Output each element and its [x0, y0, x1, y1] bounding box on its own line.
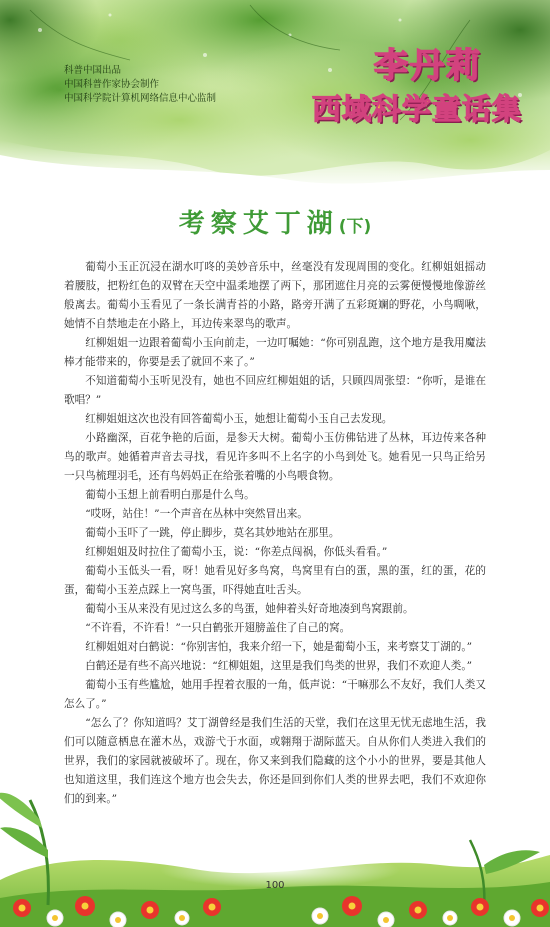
paragraph: 葡萄小玉正沉浸在湖水叮咚的美妙音乐中，丝毫没有发现周围的变化。红柳姐姐摇动着腰肢，把粉红色的双臂在天空中温柔地摆了两下，那团遮住月亮的云雾便慢慢地像游丝般离去。葡萄小玉看见了一条长满青苔的小路，路旁开满了五彩斑斓的野花，小鸟啁啾，她情不自禁地走在小路上，耳边传来翠鸟的歌声。: [64, 261, 486, 330]
paragraph: 葡萄小玉想上前看明白那是什么鸟。: [85, 489, 255, 501]
paragraph: 葡萄小玉有些尴尬，她用手捏着衣服的一角，低声说：“干嘛那么不友好，我们人类又怎么了。”: [64, 679, 486, 710]
publisher-line: 科普中国出品: [64, 65, 122, 76]
publisher-line: 中国科学院计算机网络信息中心监制: [64, 93, 217, 104]
paragraph: 红柳姐姐及时拉住了葡萄小玉，说：“你差点闯祸，你低头看看。”: [85, 546, 388, 558]
paragraph: 葡萄小玉从来没有见过这么多的鸟蛋，她伸着头好奇地凑到鸟窝跟前。: [85, 603, 414, 615]
paragraph: 不知道葡萄小玉听见没有，她也不回应红柳姐姐的话，只顾四周张望：“你听，是谁在歌唱？”: [64, 375, 486, 406]
page-number: 100: [265, 880, 285, 891]
series-name: 西域科学童话集: [311, 92, 522, 126]
paragraph: 红柳姐姐一边跟着葡萄小玉向前走，一边叮嘱她：“你可别乱跑，这个地方是我用魔法棒才能带来的，你要是丢了就回不来了。”: [64, 337, 486, 368]
paragraph: “哎呀，站住！”一个声音在丛林中突然冒出来。: [85, 508, 308, 520]
article-body: [64, 258, 486, 809]
paragraph: “怎么了？你知道吗？艾丁湖曾经是我们生活的天堂，我们在这里无忧无虑地生活，我们可以随意栖息在灌木丛，戏游弋于水面，或翱翔于湖际蓝天。自从你们人类进入我们的世界，我们的家园就被破坏了。现在，你又来到我们隐藏的这个小小的世界，要是其他人也知道这里，我们连这个地方也会失去，你还是回到你们人类的世界去吧，我们不欢迎你们的到来。”: [64, 717, 486, 805]
paragraph: 葡萄小玉低头一看，呀！她看见好多鸟窝，鸟窝里有白的蛋，黑的蛋，红的蛋，花的蛋，葡萄小玉差点踩上一窝鸟蛋，吓得她直吐舌头。: [64, 565, 486, 596]
paragraph: 葡萄小玉吓了一跳，停止脚步，莫名其妙地站在那里。: [85, 527, 340, 539]
paragraph: 红柳姐姐对白鹤说：“你别害怕，我来介绍一下，她是葡萄小玉，来考察艾丁湖的。”: [85, 641, 473, 653]
paragraph: “不许看，不许看！”一只白鹤张开翅膀盖住了自己的窝。: [85, 622, 351, 634]
header-banner: [0, 0, 550, 190]
series-author: 李丹莉: [374, 46, 482, 86]
paragraph: 白鹤还是有些不高兴地说：“红柳姐姐，这里是我们鸟类的世界，我们不欢迎人类。”: [85, 660, 473, 672]
publisher-credits: [64, 64, 216, 106]
article-title: [0, 203, 550, 240]
article-title-text: 考察艾丁湖: [178, 209, 339, 239]
paragraph: 红柳姐姐这次也没有回答葡萄小玉，她想让葡萄小玉自己去发现。: [85, 413, 393, 425]
publisher-line: 中国科普作家协会制作: [64, 79, 160, 90]
article-part: (下): [338, 217, 372, 237]
series-logo: [312, 38, 522, 128]
paragraph: 小路幽深，百花争艳的后面，是参天大树。葡萄小玉仿佛钻进了丛林，耳边传来各种鸟的歌声。她循着声音去寻找，看见许多叫不上名字的小鸟到处飞。她看见一只鸟正给另一只鸟梳理羽毛，还有鸟妈妈正在给张着嘴的小鸟喂食物。: [64, 432, 486, 482]
